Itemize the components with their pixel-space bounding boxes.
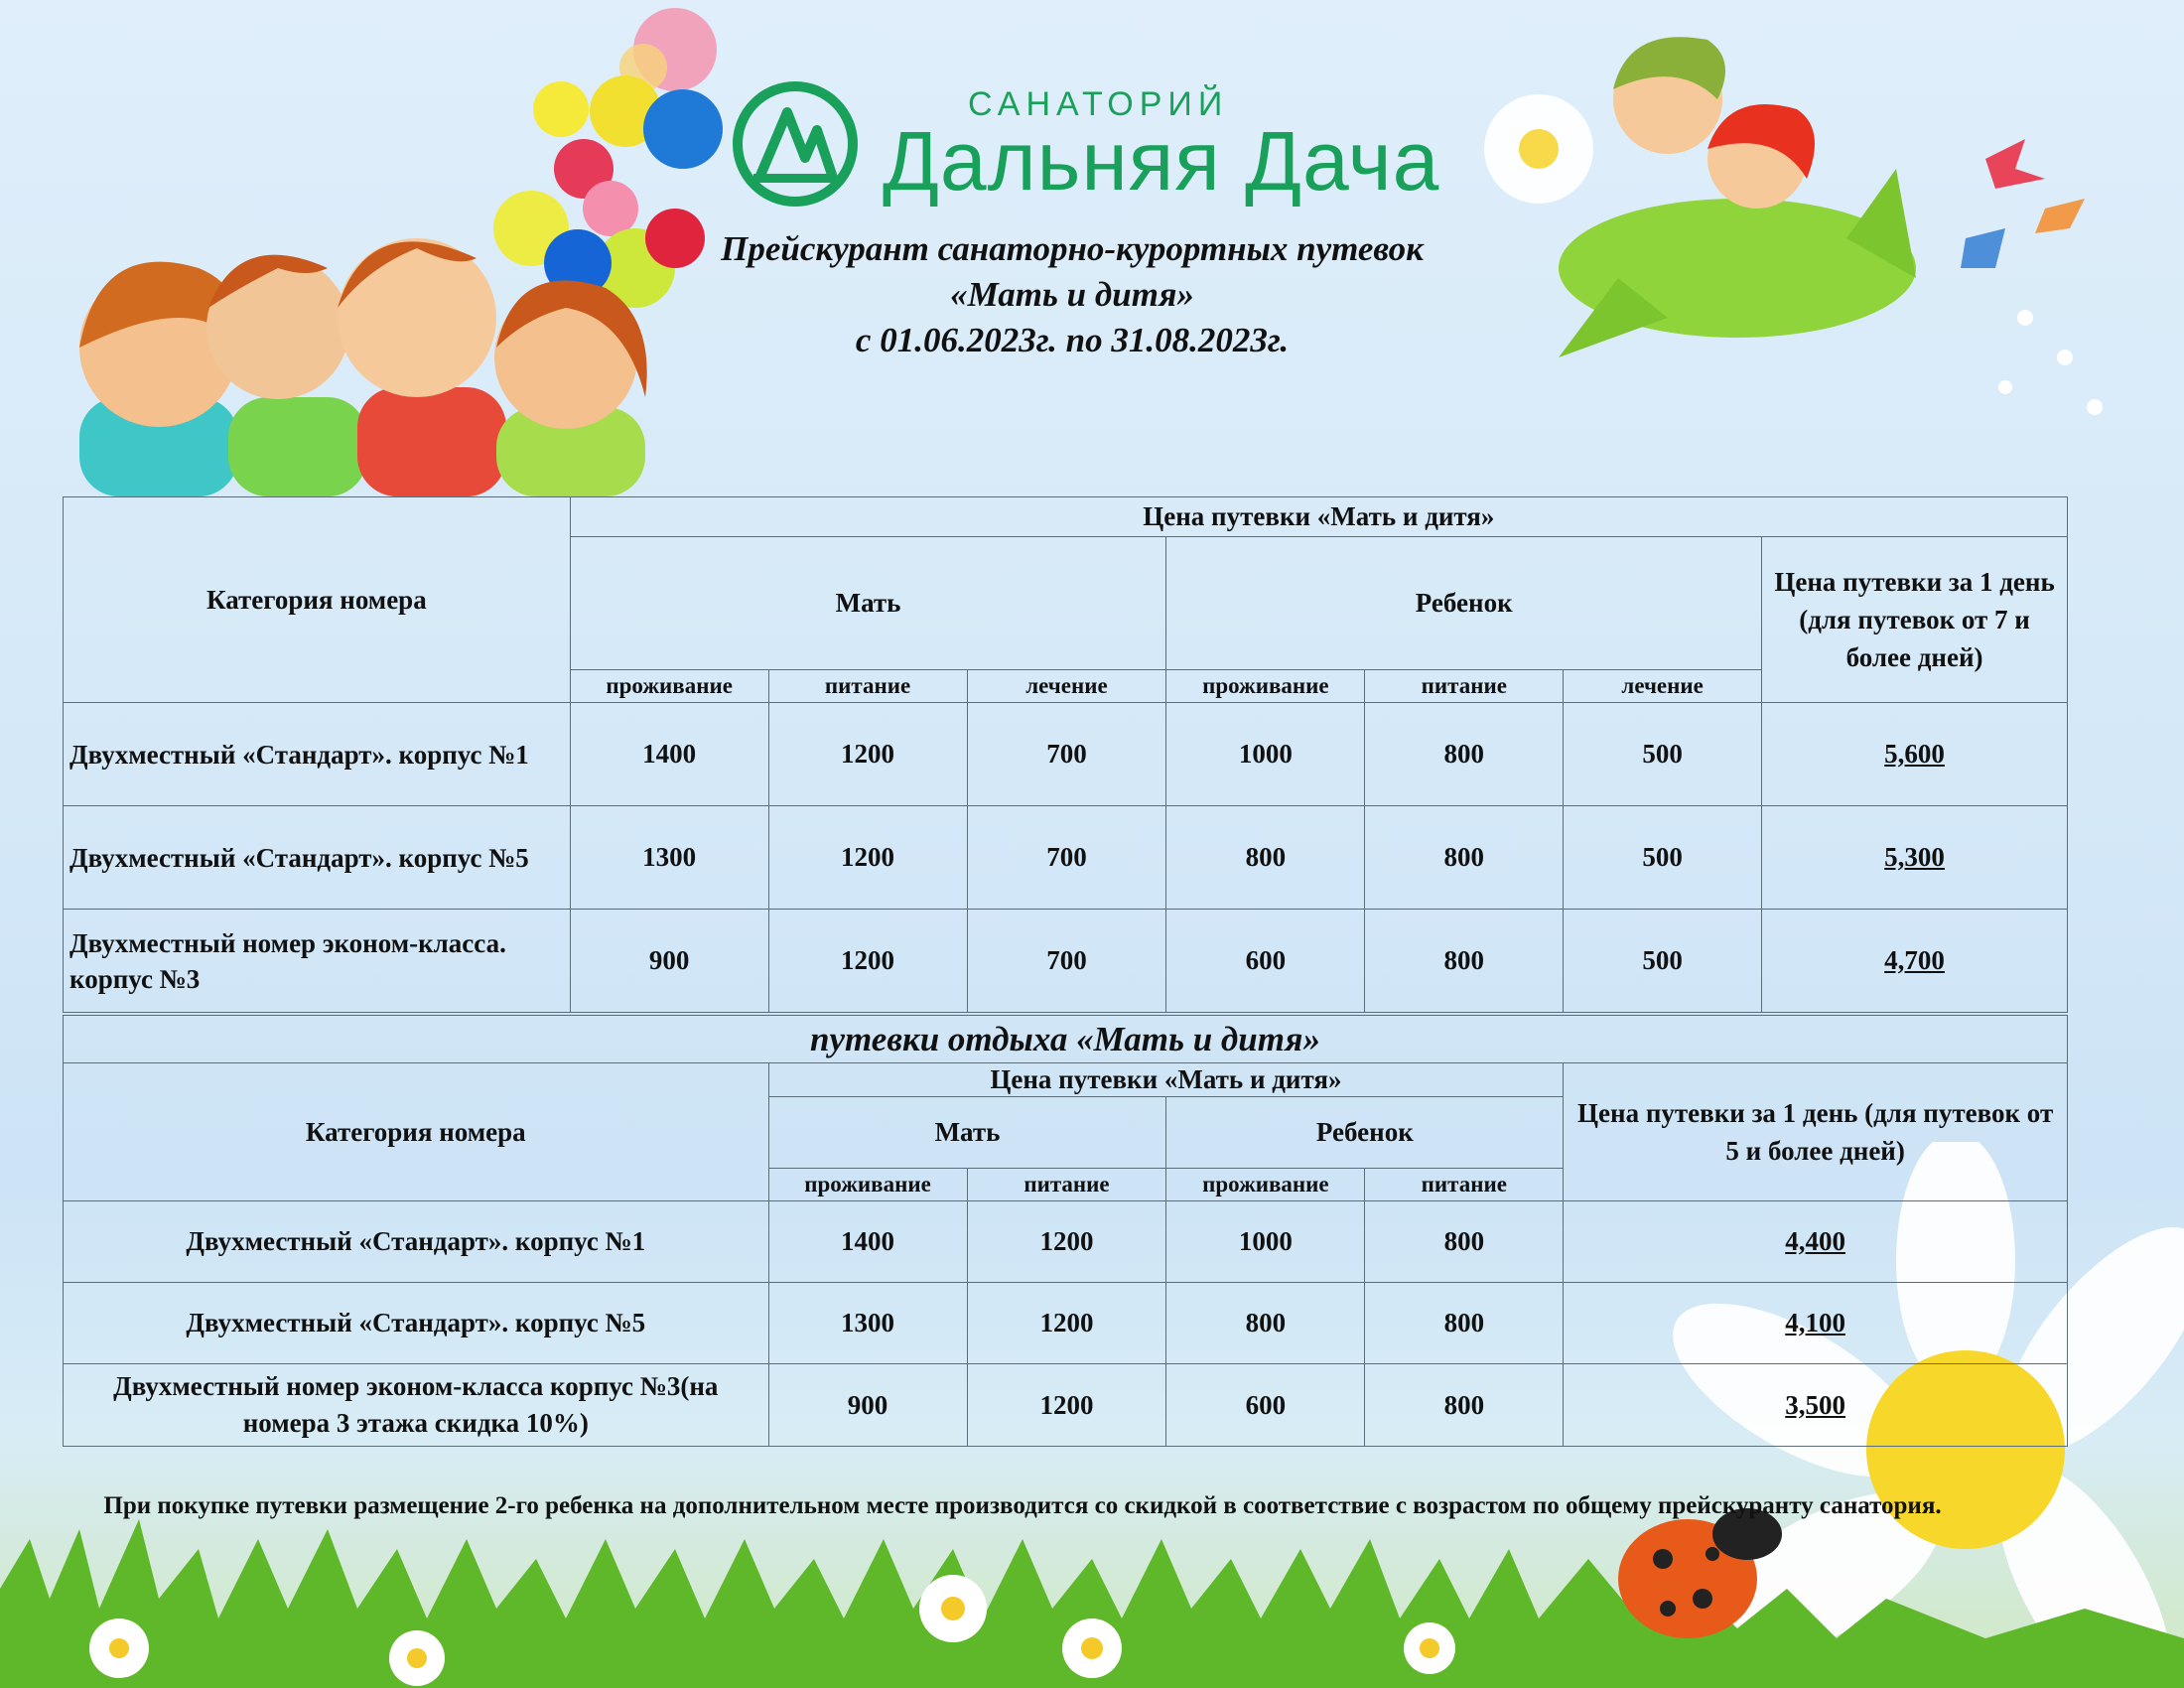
price-cell: 800: [1365, 1283, 1564, 1364]
subheader-cell: проживание: [1166, 670, 1365, 703]
room-category: Двухместный «Стандарт». корпус №1: [64, 1201, 769, 1283]
room-category: Двухместный номер эконом-класса корпус №3(на номера 3 этажа скидка 10%): [64, 1364, 769, 1447]
price-cell: 1400: [570, 703, 768, 806]
price-cell: 500: [1564, 703, 1762, 806]
price-cell: 800: [1365, 806, 1564, 910]
price-cell: 1200: [967, 1283, 1166, 1364]
table-row: [64, 703, 2068, 806]
price-cell: 800: [1166, 806, 1365, 910]
title-line-1: Прейскурант санаторно-курортных путевок: [721, 229, 1424, 268]
per-day-header: Цена путевки за 1 день (для путевок от 7 и более дней): [1762, 537, 2068, 703]
category-header: Категория номера: [64, 497, 571, 703]
price-table-sanatorium: [63, 496, 2068, 1013]
mother-header: Мать: [768, 1097, 1166, 1169]
subheader-cell: проживание: [570, 670, 768, 703]
price-cell: 1300: [768, 1283, 967, 1364]
total-price: 3,500: [1564, 1364, 2068, 1447]
price-cell: 600: [1166, 1364, 1365, 1447]
price-cell: 500: [1564, 910, 1762, 1013]
subheader-cell: питание: [1365, 1169, 1564, 1201]
subheader-cell: проживание: [768, 1169, 967, 1201]
table-row: [64, 1201, 2068, 1283]
price-cell: 1400: [768, 1201, 967, 1283]
footnote: При покупке путевки размещение 2-го ребенка на дополнительном месте производится со скидкой в соответствие с возрастом по общему прейскуранту санатория.: [103, 1492, 1942, 1519]
title-line-2: «Мать и дитя»: [950, 275, 1194, 314]
price-cell: 800: [1365, 703, 1564, 806]
price-cell: 700: [967, 910, 1166, 1013]
price-cell: 1200: [768, 703, 967, 806]
logo-big-text: Дальняя Дача: [883, 114, 1440, 208]
logo-small-text: САНАТОРИЙ: [968, 85, 1229, 123]
subheader-cell: питание: [768, 670, 967, 703]
room-category: Двухместный «Стандарт». корпус №5: [64, 806, 571, 910]
total-price: 4,400: [1564, 1201, 2068, 1283]
birds-illustration: [1946, 119, 2144, 447]
subheader-cell: питание: [967, 1169, 1166, 1201]
child-header: Ребенок: [1166, 1097, 1564, 1169]
table-row: [64, 1283, 2068, 1364]
subheader-cell: лечение: [1564, 670, 1762, 703]
room-category: Двухместный «Стандарт». корпус №1: [64, 703, 571, 806]
price-cell: 500: [1564, 806, 1762, 910]
total-price: 4,700: [1762, 910, 2068, 1013]
total-price: 4,100: [1564, 1283, 2068, 1364]
section-title: путевки отдыха «Мать и дитя»: [64, 1016, 2068, 1063]
table-row: [64, 910, 2068, 1013]
grass-illustration: [0, 1499, 2184, 1688]
price-cell: 900: [570, 910, 768, 1013]
room-category: Двухместный номер эконом-класса. корпус №3: [64, 910, 571, 1013]
price-cell: 1000: [1166, 1201, 1365, 1283]
mother-header: Мать: [570, 537, 1166, 670]
price-header: Цена путевки «Мать и дитя»: [570, 497, 2067, 537]
price-cell: 800: [1365, 1201, 1564, 1283]
category-header: Категория номера: [64, 1063, 769, 1201]
price-table-rest: [63, 1015, 2068, 1447]
per-day-header: Цена путевки за 1 день (для путевок от 5 и более дней): [1564, 1063, 2068, 1201]
total-price: 5,300: [1762, 806, 2068, 910]
subheader-cell: проживание: [1166, 1169, 1365, 1201]
child-header: Ребенок: [1166, 537, 1762, 670]
price-cell: 700: [967, 806, 1166, 910]
page-title: [556, 226, 1588, 363]
price-cell: 800: [1166, 1283, 1365, 1364]
total-price: 5,600: [1762, 703, 2068, 806]
price-cell: 1200: [768, 910, 967, 1013]
price-cell: 900: [768, 1364, 967, 1447]
price-cell: 1200: [967, 1364, 1166, 1447]
subheader-cell: питание: [1365, 670, 1564, 703]
price-cell: 1000: [1166, 703, 1365, 806]
price-cell: 800: [1365, 910, 1564, 1013]
room-category: Двухместный «Стандарт». корпус №5: [64, 1283, 769, 1364]
table-row: [64, 1364, 2068, 1447]
price-cell: 1300: [570, 806, 768, 910]
price-cell: 600: [1166, 910, 1365, 1013]
price-cell: 700: [967, 703, 1166, 806]
sanatorium-logo: [730, 74, 1439, 213]
table-row: [64, 806, 2068, 910]
logo-emblem-icon: [730, 78, 861, 210]
subheader-cell: лечение: [967, 670, 1166, 703]
title-line-3: с 01.06.2023г. по 31.08.2023г.: [855, 321, 1290, 359]
price-header: Цена путевки «Мать и дитя»: [768, 1063, 1564, 1097]
price-cell: 800: [1365, 1364, 1564, 1447]
price-cell: 1200: [967, 1201, 1166, 1283]
price-cell: 1200: [768, 806, 967, 910]
